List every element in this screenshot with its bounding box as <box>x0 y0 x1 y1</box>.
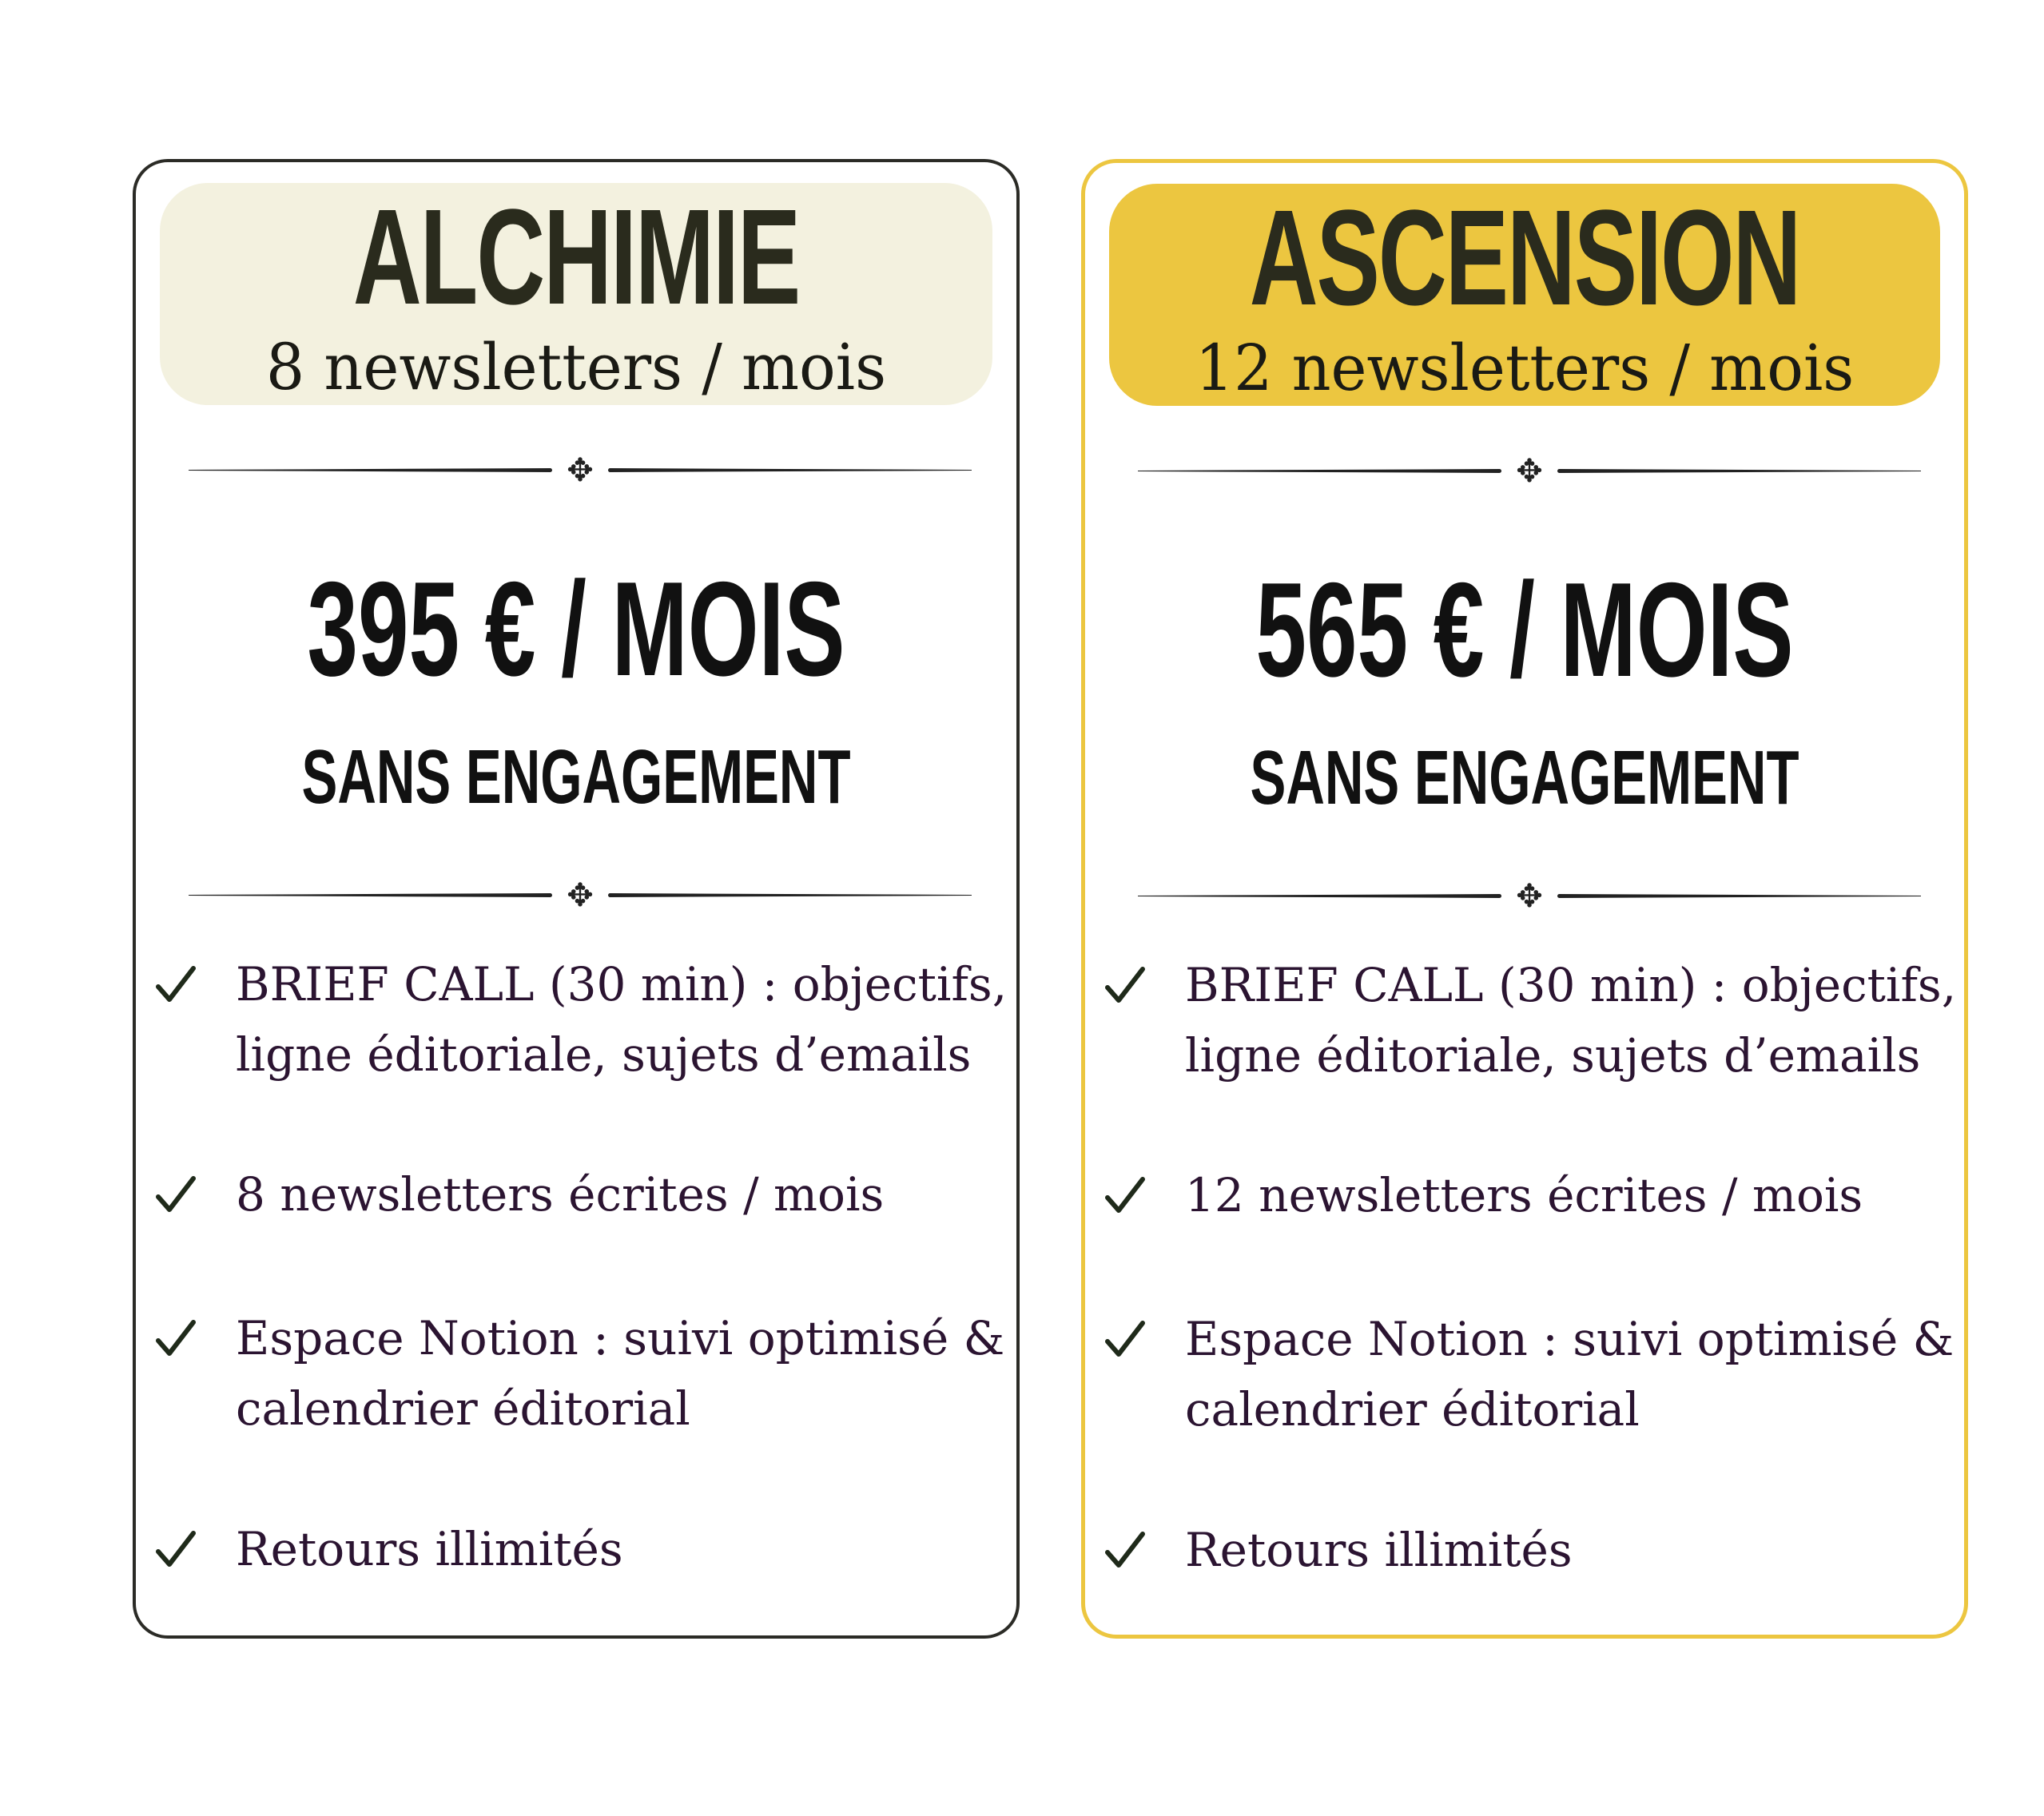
checkmark-icon <box>1105 1176 1145 1216</box>
ornament-divider <box>189 877 972 914</box>
feature-line: ligne éditoriale, sujets d’emails <box>236 1027 972 1082</box>
feature-line: Retours illimités <box>1185 1523 1573 1577</box>
plan-price: 565 € / MOIS <box>1255 554 1794 705</box>
ornament-divider <box>189 452 972 489</box>
plan-engagement: SANS ENGAGEMENT <box>301 734 851 820</box>
checkmark-icon <box>1105 1531 1145 1571</box>
plan-price: 395 € / MOIS <box>307 554 845 704</box>
plan-subtitle: 8 newsletters / mois <box>265 330 887 404</box>
feature-line: BRIEF CALL (30 min) : objectifs, <box>1185 958 1957 1012</box>
plan-name: ALCHIMIE <box>352 181 800 333</box>
checkmark-icon <box>1105 966 1145 1006</box>
fleuron-icon: ✥ <box>1516 453 1543 490</box>
feature-line: calendrier éditorial <box>1185 1382 1640 1437</box>
plan-subtitle: 12 newsletters / mois <box>1195 331 1855 405</box>
plan-header <box>1109 184 1940 406</box>
checkmark-icon <box>1105 1320 1145 1360</box>
fleuron-icon: ✥ <box>567 452 594 489</box>
fleuron-icon: ✥ <box>567 877 594 914</box>
plan-name: ASCENSION <box>1249 182 1800 334</box>
feature-line: 12 newsletters écrites / mois <box>1185 1168 1863 1222</box>
checkmark-icon <box>156 1319 196 1359</box>
plan-card-ascension <box>1081 159 1968 1639</box>
feature-line: 8 newsletters écrites / mois <box>236 1167 885 1222</box>
feature-line: Espace Notion : suivi optimisé & <box>236 1311 1005 1365</box>
ornament-divider <box>1138 453 1921 490</box>
fleuron-icon: ✥ <box>1516 878 1543 915</box>
checkmark-icon <box>156 965 196 1005</box>
plan-engagement: SANS ENGAGEMENT <box>1250 735 1799 821</box>
plan-header <box>160 183 992 405</box>
feature-line: calendrier éditorial <box>236 1381 690 1436</box>
feature-line: BRIEF CALL (30 min) : objectifs, <box>236 957 1008 1011</box>
feature-line: ligne éditoriale, sujets d’emails <box>1185 1028 1921 1083</box>
ornament-divider <box>1138 878 1921 915</box>
checkmark-icon <box>156 1175 196 1215</box>
feature-line: Espace Notion : suivi optimisé & <box>1185 1312 1955 1366</box>
feature-line: Retours illimités <box>236 1522 623 1576</box>
plan-card-alchimie <box>133 159 1020 1639</box>
checkmark-icon <box>156 1530 196 1570</box>
